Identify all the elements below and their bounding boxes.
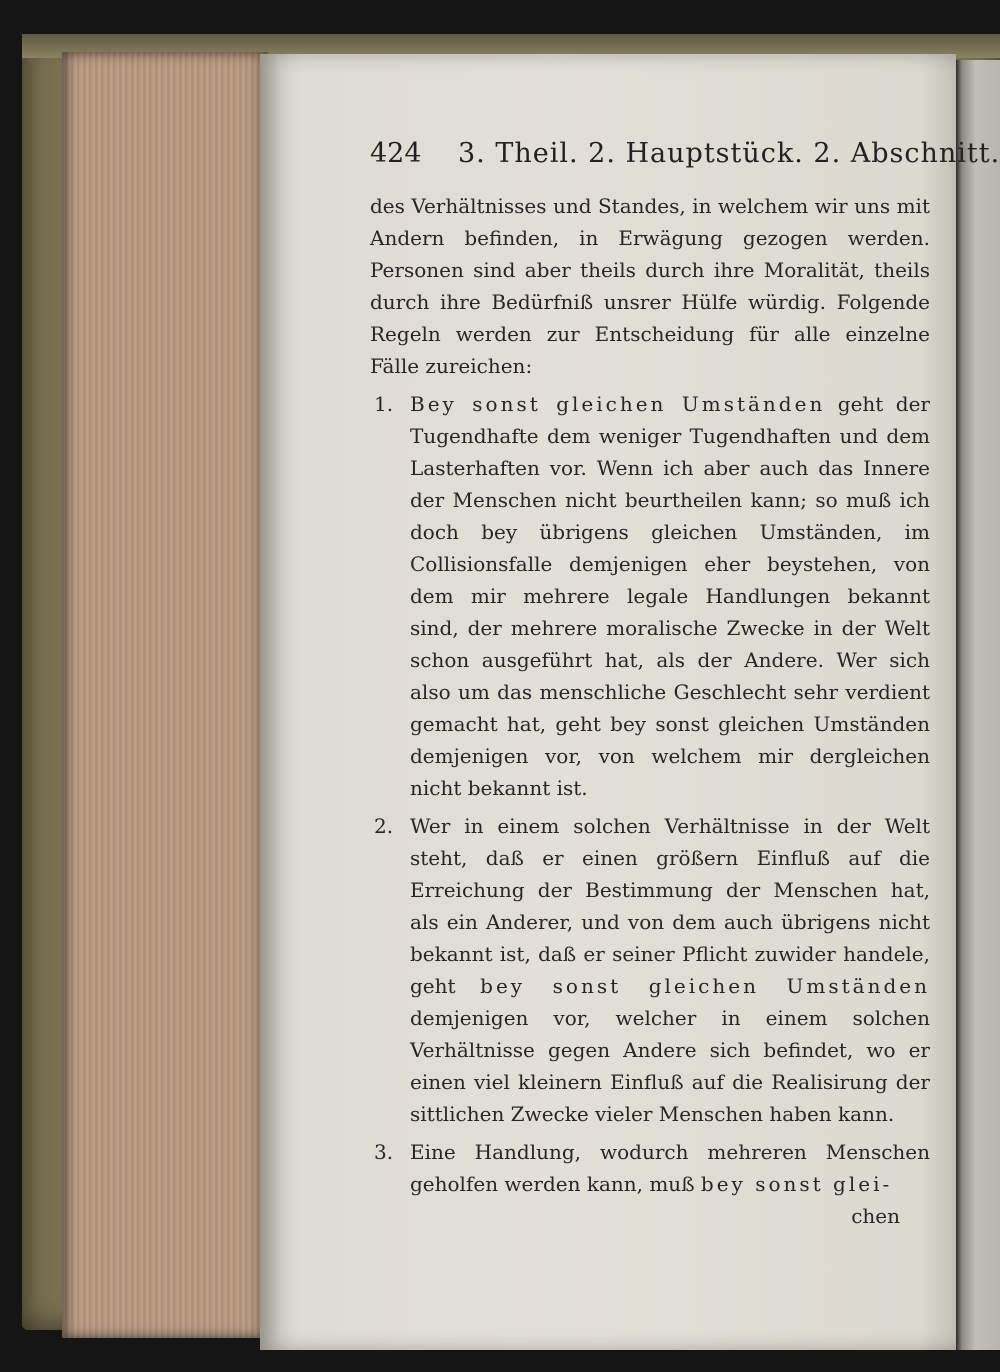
running-title: 3. Theil. 2. Hauptstück. 2. Abschnitt. <box>458 138 1000 169</box>
rule-item-1 <box>370 388 930 804</box>
rule-spaced: bey sonst gleichen Umständen <box>480 974 930 998</box>
rule-text <box>410 388 930 804</box>
rule-text <box>410 1136 930 1200</box>
rule-body-after: demjenigen vor, welcher in einem solchen Verhältnisse gegen Andere sich befindet, wo er einen viel kleinern Einfluß auf die Realisirung der sittlichen Zwecke vieler Menschen haben kann. <box>410 1006 930 1126</box>
page-number: 424 <box>370 138 422 169</box>
rule-item-3 <box>370 1136 930 1200</box>
page-body <box>370 190 930 1232</box>
rule-item-2 <box>370 810 930 1130</box>
intro-paragraph: des Verhältnisses und Standes, in welchem wir uns mit Andern befinden, in Erwägung gezogen werden. Personen sind aber theils durch ihre Moralität, theils durch ihre Bedürfniß unsrer Hülfe würdig. Folgende Regeln werden zur Entscheidung für alle einzelne Fälle zureichen: <box>370 194 930 378</box>
facing-page-edge <box>956 60 1000 1350</box>
page-header <box>370 138 1000 178</box>
rule-lead-spaced: Bey sonst gleichen Umständen <box>410 392 826 416</box>
rule-body-before: Eine Handlung, wodurch mehreren Menschen geholfen werden kann, muß <box>410 1140 930 1196</box>
rule-spaced: bey sonst glei- <box>700 1172 893 1196</box>
rule-number: 2. <box>374 814 394 838</box>
rule-number: 3. <box>374 1140 394 1164</box>
rule-text <box>410 810 930 1130</box>
rule-body: geht der Tugendhafte dem weniger Tugendhaften und dem Lasterhaften vor. Wenn ich aber auch das Innere der Menschen nicht beurtheilen kann; so muß ich doch bey übrigens gleichen Umständen, im Collisionsfalle demjenigen eher beystehen, von dem mir mehrere legale Handlungen bekannt sind, der mehrere moralische Zwecke in der Welt schon ausgeführt hat, als der Andere. Wer sich also um das menschliche Geschlecht sehr verdient gemacht hat, geht bey sonst gleichen Umständen demjenigen vor, von welchem mir dergleichen nicht bekannt ist. <box>410 392 930 800</box>
page-edges <box>62 52 268 1338</box>
catchword: chen <box>851 1204 900 1228</box>
rule-body-before: Wer in einem solchen Verhältnisse in der Welt steht, daß er einen größern Einfluß auf die Erreichung der Bestimmung der Menschen hat, als ein Anderer, und von dem auch übrigens nicht bekannt ist, daß er seiner Pflicht zuwider handele, geht <box>410 814 930 998</box>
rule-number: 1. <box>374 392 394 416</box>
